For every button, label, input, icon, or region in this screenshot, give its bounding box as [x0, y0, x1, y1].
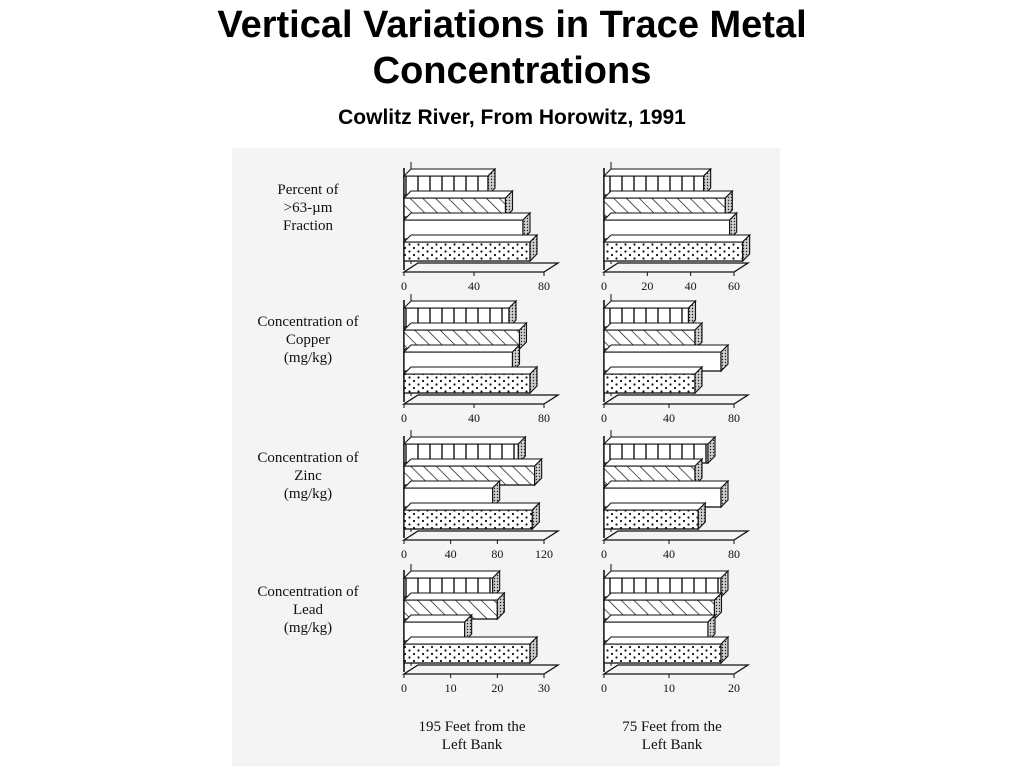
bar-top-face — [604, 503, 705, 510]
bar-top-face — [404, 345, 520, 352]
tick-label: 80 — [538, 411, 550, 425]
tick-label: 0 — [601, 411, 607, 425]
panel-floor — [604, 531, 748, 540]
tick-label: 40 — [468, 411, 480, 425]
bar-top-face — [604, 213, 737, 220]
bar-top-face — [404, 637, 537, 644]
tick-label: 10 — [663, 681, 675, 695]
bar — [404, 374, 530, 393]
bar-top-face — [604, 437, 715, 444]
bar-top-face — [604, 345, 728, 352]
chart-panel — [401, 294, 558, 425]
column-label: 75 Feet from the — [622, 719, 722, 735]
tick-label: 0 — [601, 279, 607, 293]
bar — [604, 644, 721, 663]
bar-top-face — [604, 169, 711, 176]
chart-panel — [401, 430, 558, 561]
tick-label: 80 — [491, 547, 504, 561]
row-label-line: Copper — [285, 332, 331, 348]
tick-label: 0 — [601, 547, 607, 561]
row-label-line: Concentration of — [257, 314, 359, 330]
title-line-2: Concentrations — [372, 50, 652, 92]
row-label-line: Fraction — [283, 218, 333, 234]
column-label: Left Bank — [641, 737, 703, 753]
bar-top-face — [604, 301, 696, 308]
row-label-line: Concentration of — [257, 450, 359, 466]
row-label-line: Zinc — [294, 468, 322, 484]
bar-top-face — [404, 301, 516, 308]
panel-floor — [604, 395, 748, 404]
chart-svg — [232, 148, 780, 766]
row-label-line: >63-µm — [283, 200, 333, 216]
bar-top-face — [604, 459, 702, 466]
bar-top-face — [604, 637, 728, 644]
bar-top-face — [404, 481, 500, 488]
bar — [404, 644, 530, 663]
bar-top-face — [604, 235, 750, 242]
chart-panel — [401, 162, 558, 293]
panel-floor — [404, 263, 558, 272]
column-label: Left Bank — [441, 737, 503, 753]
tick-label: 40 — [444, 547, 457, 561]
page-title — [0, 2, 1024, 94]
tick-label: 60 — [728, 279, 740, 293]
row-label-line: (mg/kg) — [283, 350, 333, 366]
row-label-line: (mg/kg) — [283, 486, 333, 502]
chart-panel — [601, 564, 748, 695]
bar-top-face — [404, 571, 500, 578]
bar — [604, 510, 698, 529]
tick-label: 0 — [401, 547, 407, 561]
bar — [604, 242, 743, 261]
tick-label: 80 — [538, 279, 550, 293]
panel-floor — [404, 395, 558, 404]
bar — [404, 242, 530, 261]
row-label-line: (mg/kg) — [283, 620, 333, 636]
bar-top-face — [604, 615, 715, 622]
tick-label: 0 — [401, 279, 407, 293]
chart-panel — [601, 162, 750, 293]
bar-top-face — [604, 367, 702, 374]
tick-label: 0 — [601, 681, 607, 695]
bar-top-face — [404, 437, 525, 444]
scanned-figure — [232, 148, 780, 766]
tick-label: 80 — [728, 547, 740, 561]
bar-top-face — [604, 481, 728, 488]
panel-floor — [604, 263, 748, 272]
bar-top-face — [404, 593, 504, 600]
tick-label: 40 — [663, 411, 675, 425]
panel-floor — [404, 531, 558, 540]
tick-label: 40 — [663, 547, 675, 561]
bar-top-face — [604, 593, 722, 600]
bar-top-face — [404, 367, 537, 374]
row-label-line: Concentration of — [257, 584, 359, 600]
bar-top-face — [404, 213, 530, 220]
bar-top-face — [404, 169, 495, 176]
bar-top-face — [604, 191, 732, 198]
tick-label: 0 — [401, 411, 407, 425]
tick-label: 40 — [468, 279, 480, 293]
bar-top-face — [404, 191, 513, 198]
tick-label: 10 — [444, 681, 457, 695]
tick-label: 40 — [684, 279, 697, 293]
bar-top-face — [604, 571, 728, 578]
bar — [404, 510, 532, 529]
page-subtitle: Cowlitz River, From Horowitz, 1991 — [338, 106, 686, 129]
bar-top-face — [404, 503, 539, 510]
chart-panel — [401, 564, 558, 695]
tick-label: 30 — [538, 681, 550, 695]
bar — [604, 374, 695, 393]
title-line-1: Vertical Variations in Trace Metal — [217, 4, 807, 46]
tick-label: 80 — [728, 411, 740, 425]
row-label-line: Percent of — [277, 182, 339, 198]
tick-label: 20 — [491, 681, 504, 695]
bar-top-face — [404, 615, 472, 622]
row-label-line: Lead — [293, 602, 323, 618]
bar-top-face — [404, 459, 542, 466]
tick-label: 120 — [535, 547, 553, 561]
bar-top-face — [404, 323, 527, 330]
bar-top-face — [604, 323, 702, 330]
panel-floor — [404, 665, 558, 674]
column-label: 195 Feet from the — [418, 719, 526, 735]
bar-top-face — [404, 235, 537, 242]
panel-floor — [604, 665, 748, 674]
tick-label: 0 — [401, 681, 407, 695]
chart-panel — [601, 294, 748, 425]
tick-label: 20 — [641, 279, 654, 293]
chart-panel — [601, 430, 748, 561]
tick-label: 20 — [728, 681, 740, 695]
